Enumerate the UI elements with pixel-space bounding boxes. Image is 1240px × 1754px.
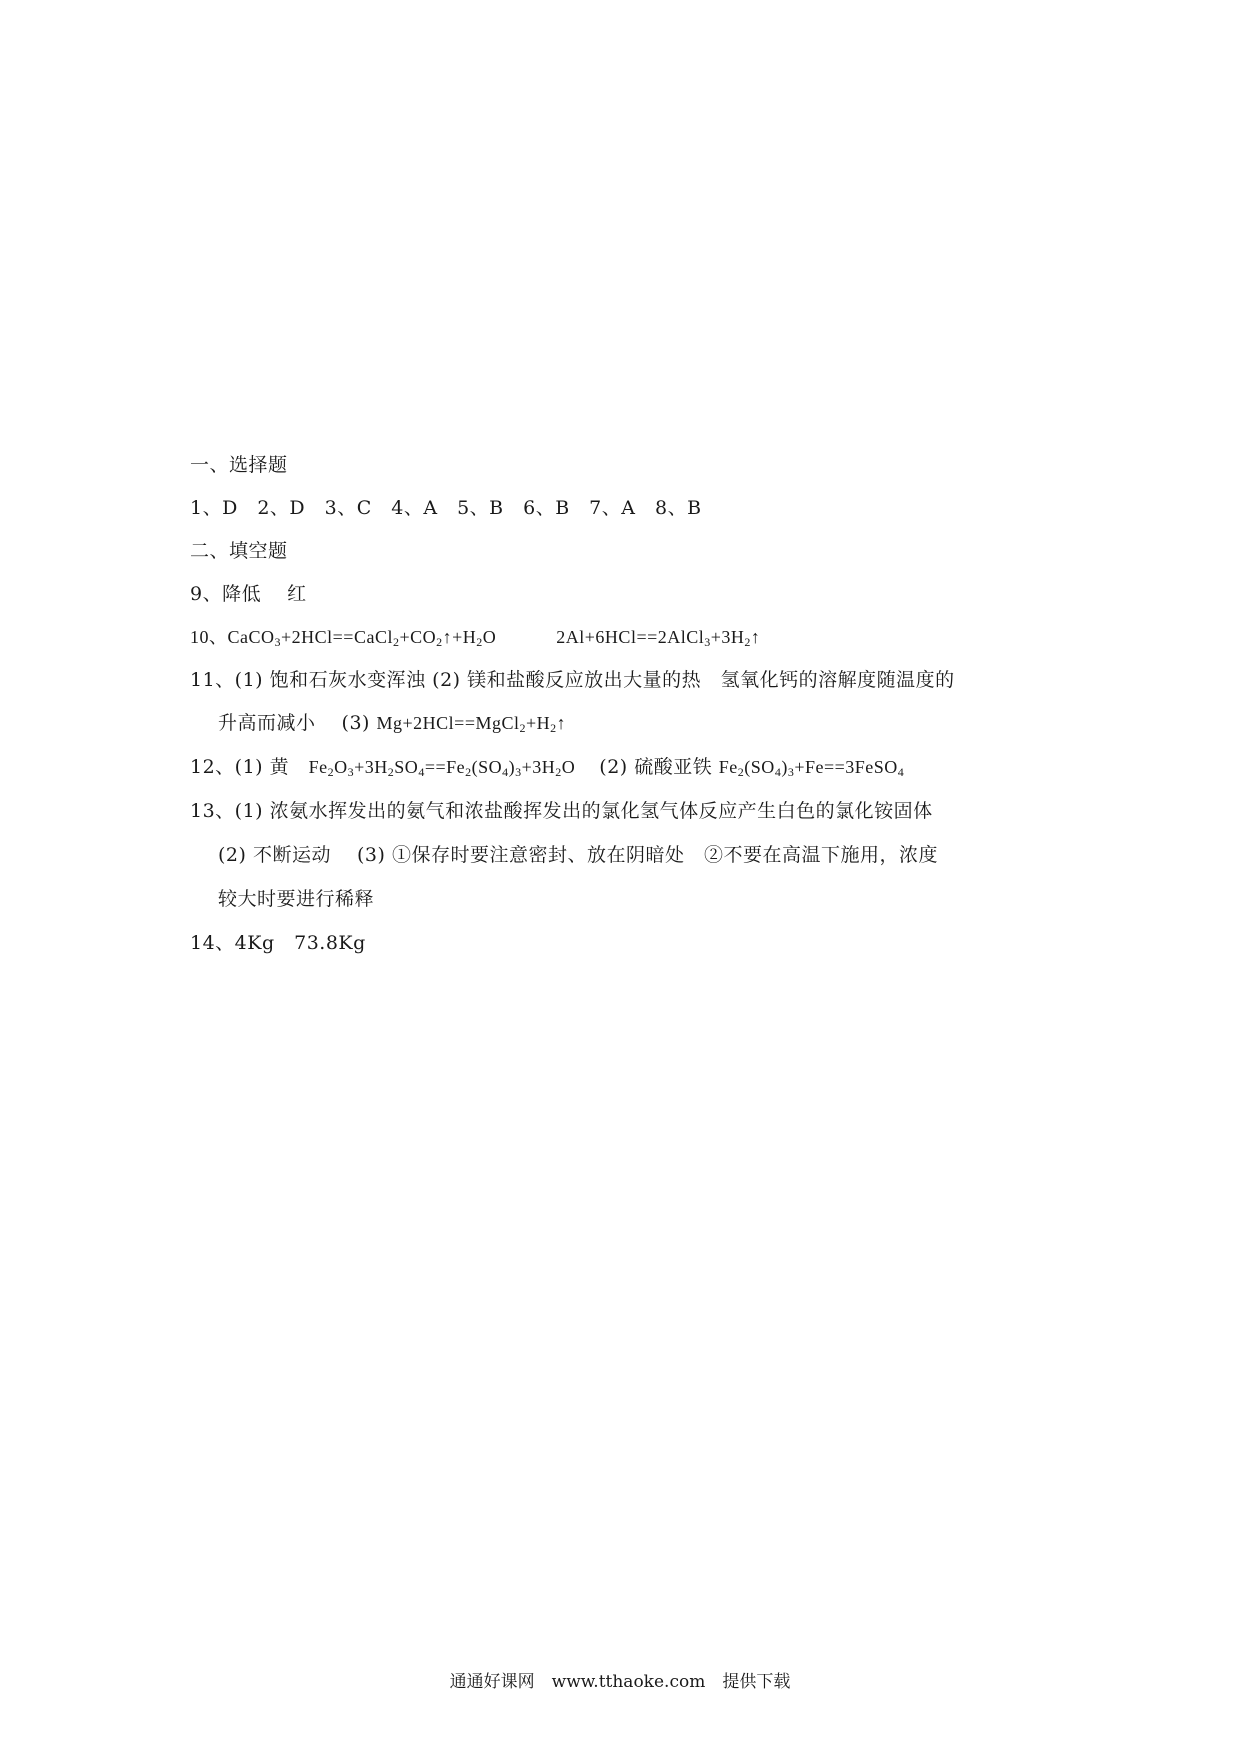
answer-11-line2: 升高而减小 (3) $Mg+2HCl==MgCl_2+H_2↑$	[218, 712, 567, 735]
equation-caco3-hcl: $CaCO_3+2HCl==CaCl_2+CO_2↑+H_2O$	[227, 627, 497, 649]
answer-10-number: 10、	[190, 627, 228, 647]
answers-1-8: 1、D 2、D 3、C 4、A 5、B 6、B 7、A 8、B	[190, 497, 702, 519]
answer-9: 9、降低 红	[190, 583, 307, 605]
answer-13-line3: 较大时要进行稀释	[218, 888, 375, 910]
section-fill-title: 二、填空题	[190, 540, 288, 562]
answer-13-line1: 13、(1) 浓氨水挥发出的氨气和浓盐酸挥发出的氯化氢气体反应产生白色的氯化铵固体	[190, 800, 933, 822]
answer-10	[190, 624, 760, 650]
equation-fe2o3-h2so4: $Fe_2O_3+3H_2SO_4==Fe_2(SO_4)_3+3H_2O$	[308, 757, 576, 779]
equation-mg-hcl: $Mg+2HCl==MgCl_2+H_2↑$	[376, 713, 567, 735]
answer-14: 14、4Kg 73.8Kg	[190, 932, 366, 954]
equation-fe2so43-fe: $Fe_2(SO_4)_3+Fe==3FeSO_4$	[718, 757, 905, 779]
equation-al-hcl: $2Al+6HCl==2AlCl_3+3H_2↑$	[556, 627, 761, 649]
answer-11-line1: 11、(1) 饱和石灰水变浑浊 (2) 镁和盐酸反应放出大量的热 氢氧化钙的溶解度随温度的	[190, 669, 955, 691]
answer-12: 12、(1) 黄 $Fe_2O_3+3H_2SO_4==Fe_2(SO_4)_3+3H_2O$ (2) 硫酸亚铁 $Fe_2(SO_4)_3+Fe==3FeSO_4$	[190, 756, 905, 779]
answer-13-line2: (2) 不断运动 (3) ①保存时要注意密封、放在阴暗处 ②不要在高温下施用，浓度	[218, 844, 938, 866]
page-footer: 通通好课网 www.tthaoke.com 提供下载	[449, 1672, 791, 1692]
section-choice-title: 一、选择题	[190, 454, 288, 476]
